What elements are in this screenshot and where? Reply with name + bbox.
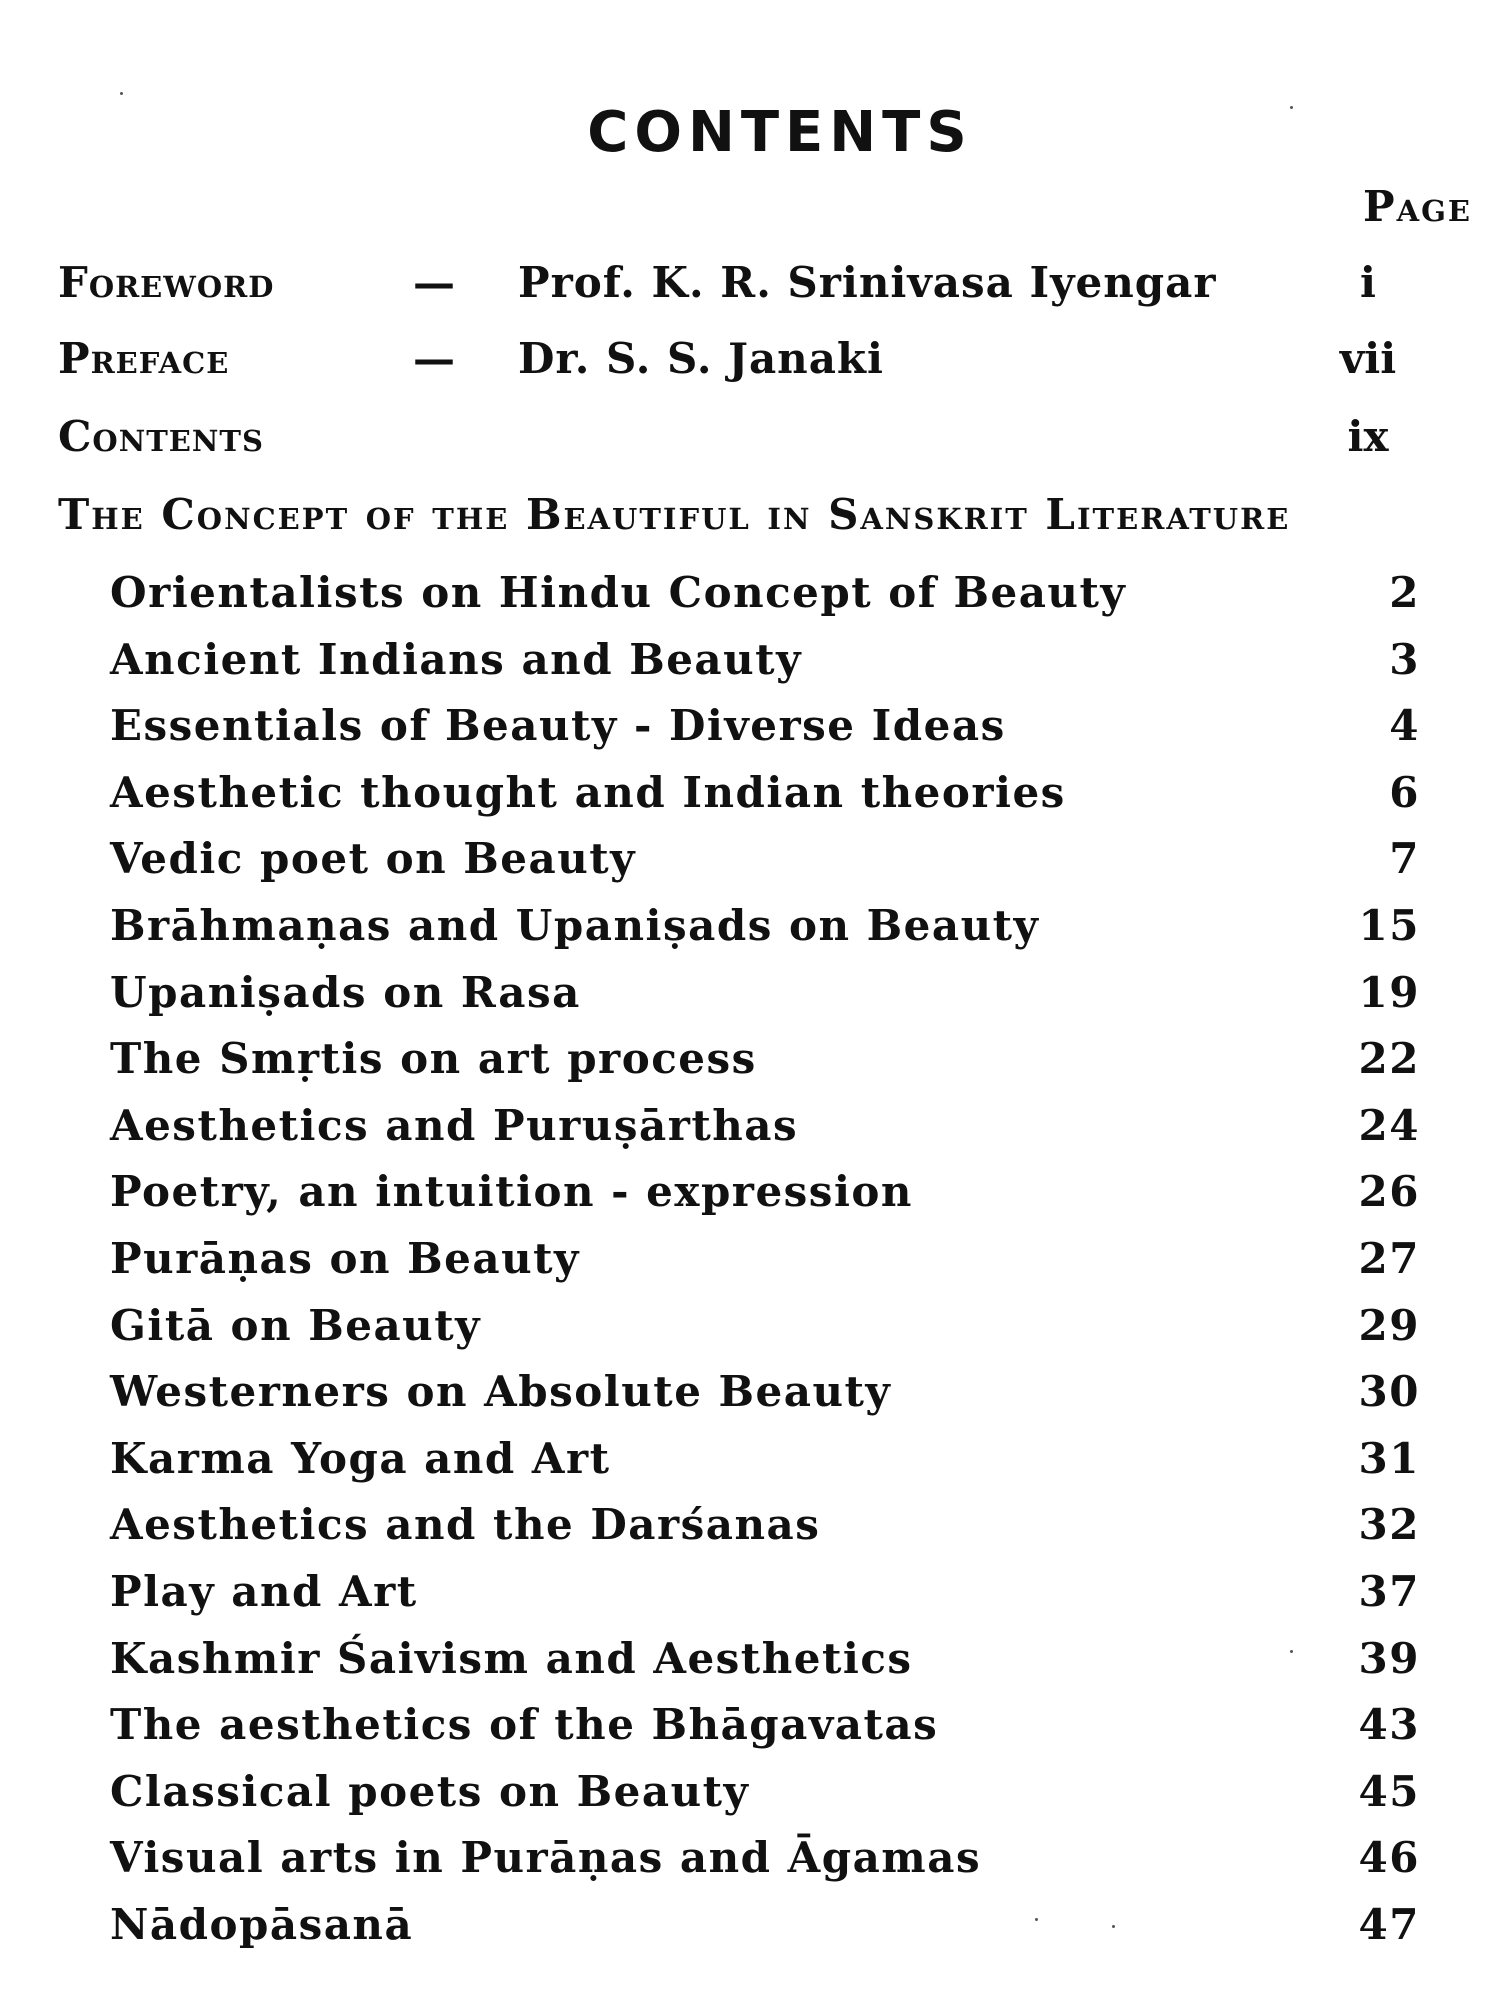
toc-entry[interactable] [110,1293,1420,1360]
toc-entry[interactable] [110,560,1420,627]
toc-entry-title: Play and Art [110,1566,418,1616]
toc-entry-title: The Smṛtis on art process [110,1034,757,1084]
front-matter-author: Prof. K. R. Srinivasa Iyengar [518,258,1217,307]
scan-speck [1112,1925,1115,1928]
toc-entry[interactable] [110,760,1420,827]
front-matter-label: Foreword [58,258,275,307]
toc-entry[interactable] [110,826,1420,893]
section-heading: The Concept of the Beautiful in Sanskrit Literature [58,490,1291,539]
front-matter-row-preface[interactable] [58,334,1418,394]
front-matter-dash: — [413,334,455,383]
toc-entry-list [110,560,1420,1958]
front-matter-dash: — [413,258,455,307]
toc-entry[interactable] [110,693,1420,760]
toc-entry[interactable] [110,1692,1420,1759]
toc-entry[interactable] [110,1626,1420,1693]
toc-entry-page: 3 [1389,634,1420,684]
toc-entry-page: 19 [1358,967,1420,1017]
toc-entry-title: Brāhmaṇas and Upaniṣads on Beauty [110,900,1040,950]
toc-entry-page: 27 [1358,1233,1420,1283]
front-matter-page: i [1360,258,1376,307]
toc-entry[interactable] [110,893,1420,960]
toc-entry-title: Aesthetic thought and Indian theories [110,767,1066,817]
toc-entry-title: Upaniṣads on Rasa [110,967,581,1017]
toc-entry[interactable] [110,1159,1420,1226]
toc-entry-page: 7 [1389,834,1420,884]
scan-speck [1290,1650,1293,1653]
toc-entry-page: 37 [1358,1566,1420,1616]
toc-entry-page: 46 [1358,1833,1420,1883]
front-matter-label: Preface [58,334,230,383]
toc-entry-page: 26 [1358,1167,1420,1217]
scan-speck [1035,1918,1038,1921]
toc-entry[interactable] [110,1426,1420,1493]
toc-entry-page: 6 [1389,767,1420,817]
toc-entry-page: 43 [1358,1700,1420,1750]
toc-entry-title: Essentials of Beauty - Diverse Ideas [110,701,1006,751]
toc-entry-page: 24 [1358,1100,1420,1150]
toc-entry[interactable] [110,960,1420,1027]
toc-entry-title: The aesthetics of the Bhāgavatas [110,1700,939,1750]
toc-entry[interactable] [110,1359,1420,1426]
toc-entry-title: Westerners on Absolute Beauty [110,1367,892,1417]
toc-entry-page: 47 [1358,1899,1420,1949]
toc-entry-page: 4 [1389,701,1420,751]
toc-entry-title: Poetry, an intuition - expression [110,1167,913,1217]
front-matter-author: Dr. S. S. Janaki [518,334,884,383]
toc-entry-page: 45 [1358,1766,1420,1816]
toc-entry-title: Orientalists on Hindu Concept of Beauty [110,568,1127,617]
toc-entry-title: Nādopāsanā [110,1899,414,1949]
toc-entry[interactable] [110,1759,1420,1826]
toc-entry-title: Gitā on Beauty [110,1300,482,1350]
toc-entry-title: Purāṇas on Beauty [110,1233,580,1283]
toc-entry-page: 30 [1358,1367,1420,1417]
toc-entry-title: Vedic poet on Beauty [110,834,637,884]
front-matter-label: Contents [58,412,264,461]
front-matter-page: vii [1339,334,1397,383]
toc-entry-page: 31 [1358,1433,1420,1483]
toc-entry-title: Classical poets on Beauty [110,1766,750,1816]
toc-entry-page: 39 [1358,1633,1420,1683]
toc-entry[interactable] [110,1892,1420,1959]
toc-entry-title: Ancient Indians and Beauty [110,634,802,684]
toc-entry-page: 15 [1358,900,1420,950]
page-title: CONTENTS [587,100,973,165]
toc-entry-page: 22 [1358,1034,1420,1084]
toc-entry-page: 2 [1389,568,1420,617]
toc-entry[interactable] [110,1559,1420,1626]
toc-entry-title: Kashmir Śaivism and Aesthetics [110,1633,913,1683]
toc-entry-title: Aesthetics and the Darśanas [110,1500,821,1550]
toc-entry[interactable] [110,1026,1420,1093]
scan-speck [120,92,123,95]
front-matter-page: ix [1347,412,1389,461]
toc-entry[interactable] [110,1226,1420,1293]
toc-entry-page: 29 [1358,1300,1420,1350]
toc-entry-title: Karma Yoga and Art [110,1433,611,1483]
toc-entry[interactable] [110,1825,1420,1892]
toc-entry[interactable] [110,627,1420,694]
scan-speck [1290,106,1293,109]
toc-entry[interactable] [110,1093,1420,1160]
toc-entry-title: Visual arts in Purāṇas and Āgamas [110,1833,982,1883]
front-matter-row-foreword[interactable] [58,258,1418,318]
toc-entry-page: 32 [1358,1500,1420,1550]
toc-entry-title: Aesthetics and Puruṣārthas [110,1100,799,1150]
front-matter-row-contents[interactable] [58,412,1418,472]
toc-entry[interactable] [110,1492,1420,1559]
page-column-header: Page [1363,182,1472,231]
